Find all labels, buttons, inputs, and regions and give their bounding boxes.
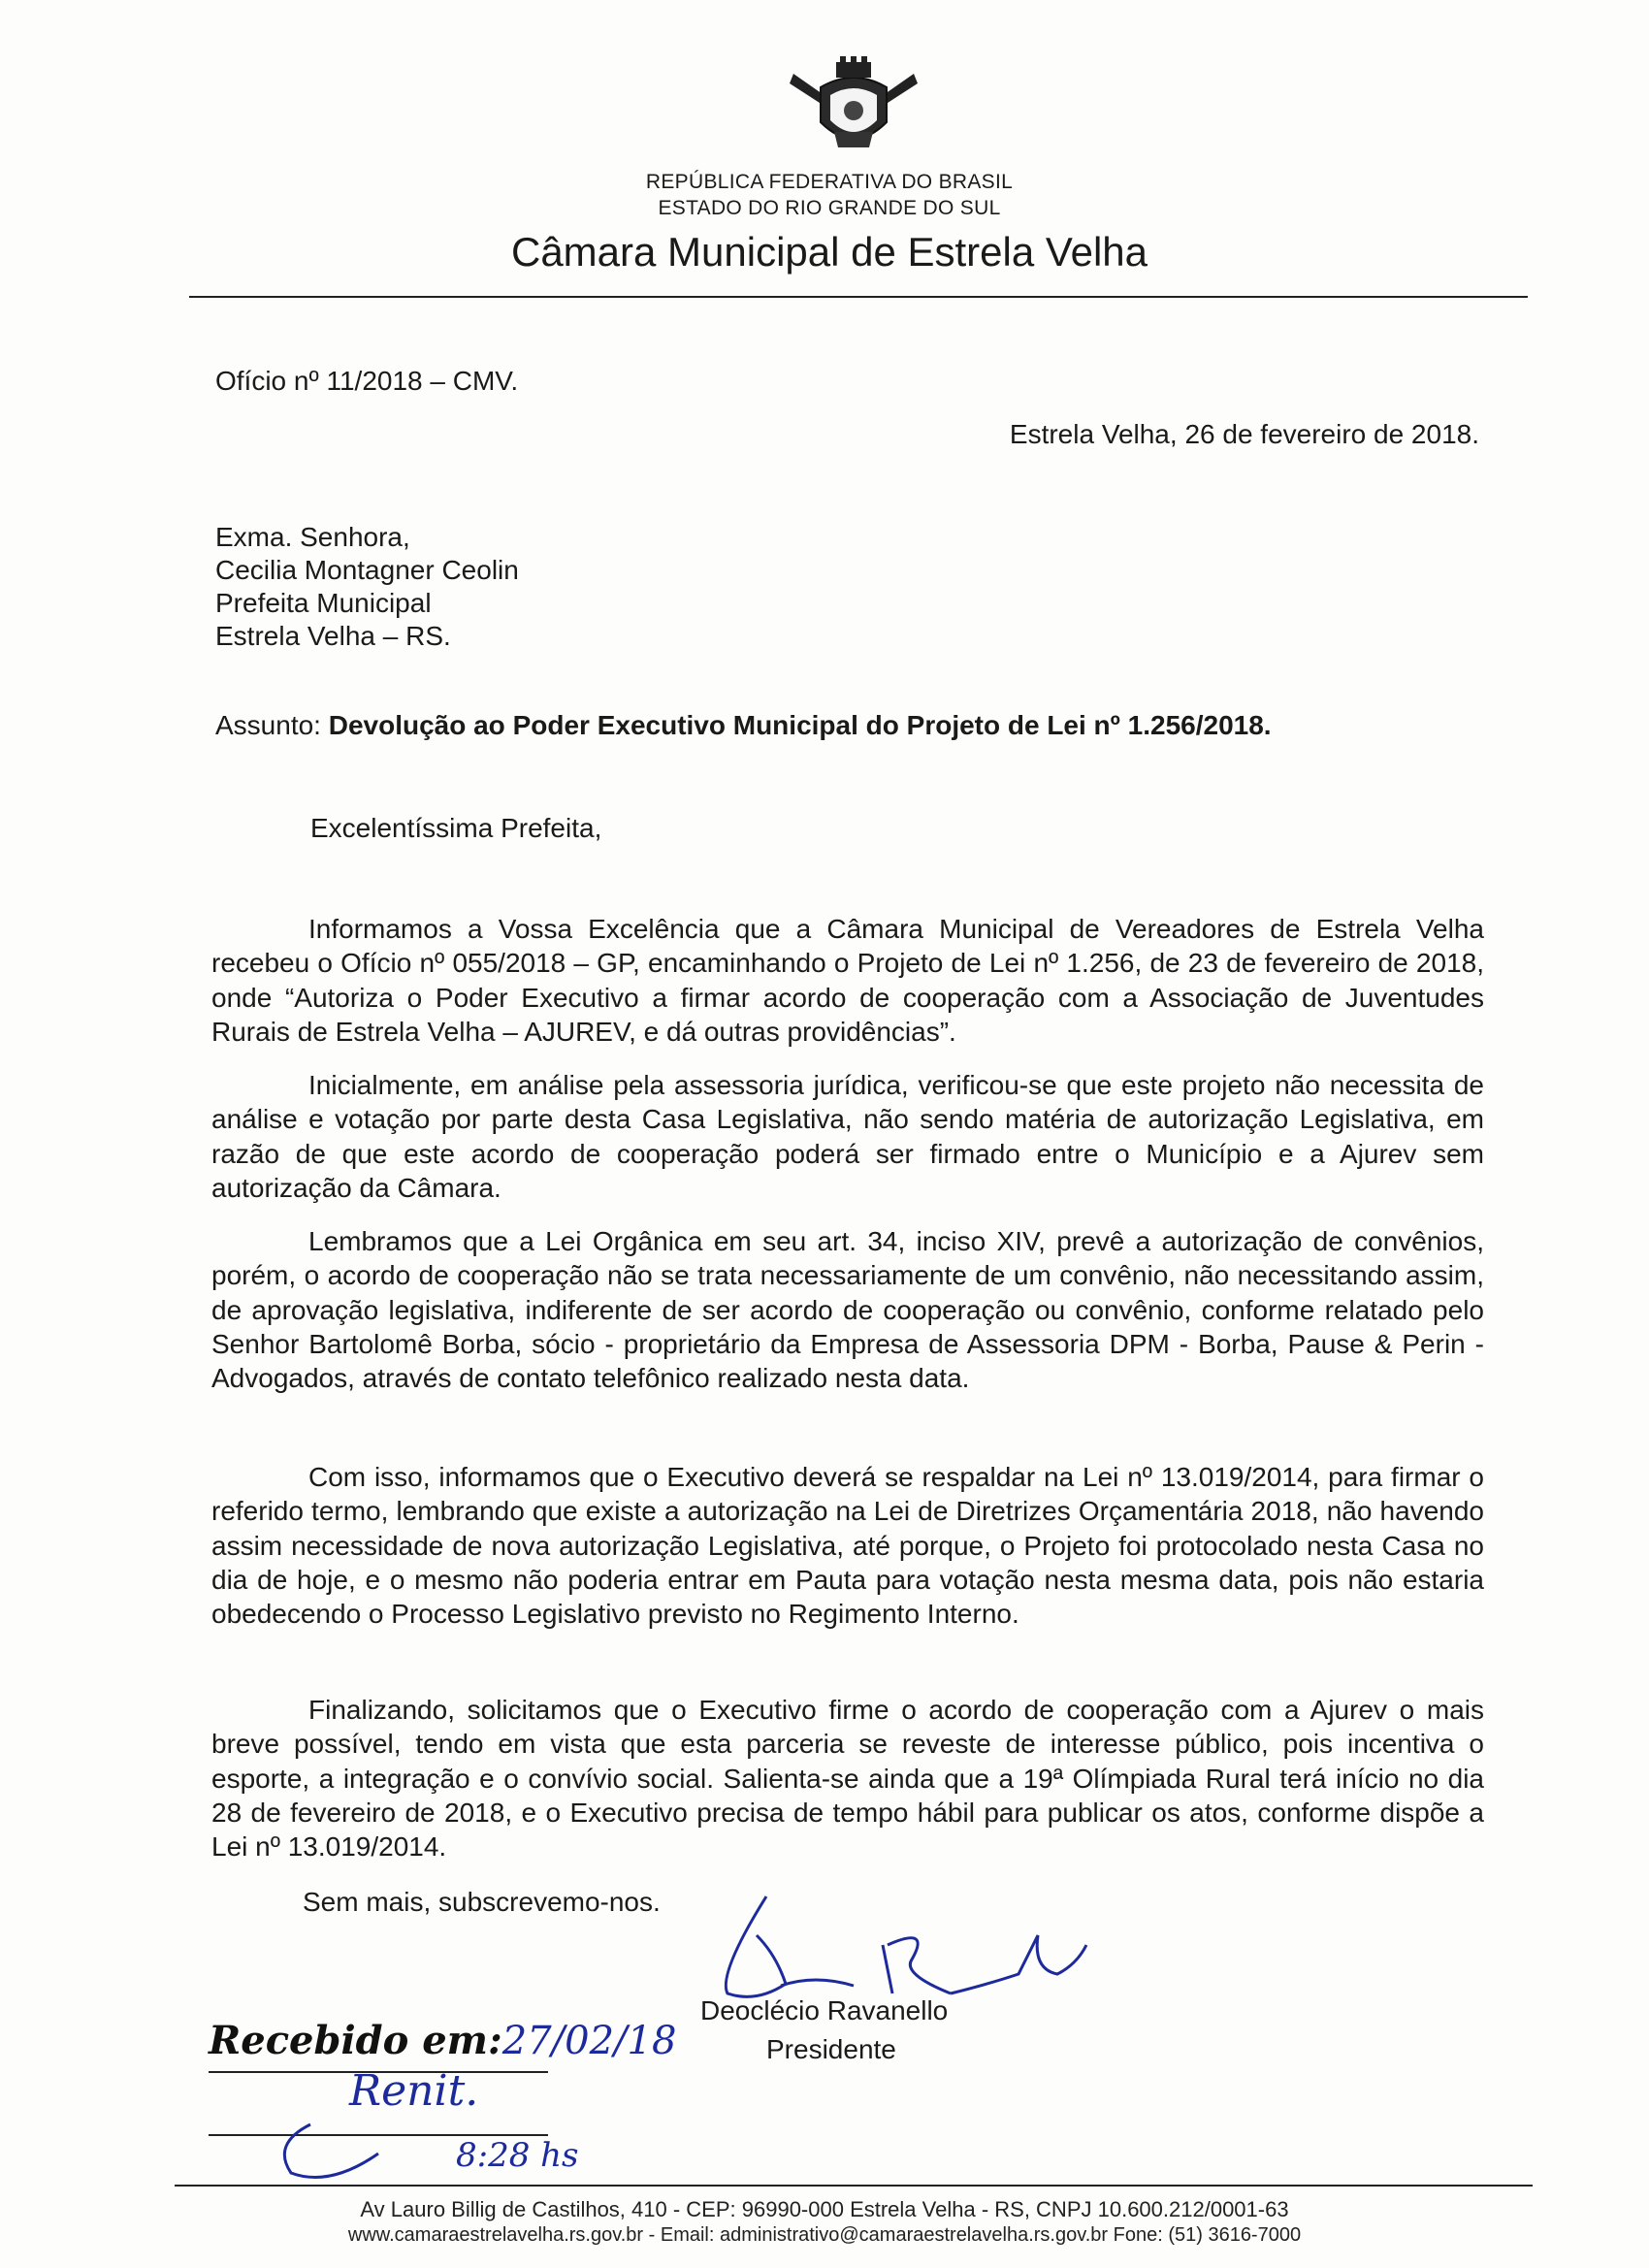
- subject-label: Assunto:: [215, 710, 321, 740]
- place-date: Estrela Velha, 26 de fevereiro de 2018.: [1009, 419, 1479, 449]
- closing-line: Sem mais, subscrevemo-nos.: [303, 1887, 661, 1917]
- receipt-signature: Renit.: [349, 2066, 479, 2116]
- subject-line: [215, 708, 1272, 743]
- header-divider: [189, 296, 1528, 298]
- body-paragraph: Lembramos que a Lei Orgânica em seu art. 34, inciso XIV, prevê a autorização de convênios, porém, o acordo de cooperação não se trata necessariamente de um convênio, não necessitando assim, de aprovação legislativa, indiferente de ser acordo de cooperação ou convênio, conforme relatado pelo Senhor Bartolomê Borba, sócio - proprietário da Empresa de Assessoria DPM - Borba, Pause & Perin - Advogados, através de contato telefônico realizado nesta data.: [211, 1226, 1484, 1394]
- recipient-line: Exma. Senhora,: [215, 522, 410, 552]
- recipient-line: Cecilia Montagner Ceolin: [215, 555, 519, 585]
- header-state: ESTADO DO RIO GRANDE DO SUL: [658, 197, 1001, 219]
- footer-divider: [175, 2185, 1533, 2187]
- body-paragraph: Informamos a Vossa Excelência que a Câmara Municipal de Vereadores de Estrela Velha recebeu o Ofício nº 055/2018 – GP, encaminhando o Projeto de Lei nº 1.256, de 23 de fevereiro de 2018, onde “Autoriza o Poder Executivo a firmar acordo de cooperação com a Associação de Juventudes Rurais de Estrela Velha – AJUREV, e dá outras providências”.: [211, 914, 1484, 1047]
- salutation: Excelentíssima Prefeita,: [310, 813, 602, 843]
- recipient-line: Estrela Velha – RS.: [215, 621, 451, 651]
- footer-address: Av Lauro Billig de Castilhos, 410 - CEP: 96990-000 Estrela Velha - RS, CNPJ 10.600.212/0001-63: [360, 2197, 1289, 2221]
- office-reference: Ofício nº 11/2018 – CMV.: [215, 366, 519, 396]
- body-paragraph: Com isso, informamos que o Executivo deverá se respaldar na Lei nº 13.019/2014, para firmar o referido termo, lembrando que existe a autorização na Lei de Diretrizes Orçamentária 2018, não havendo assim necessidade de nova autorização Legislativa, até porque, o Projeto foi protocolado nesta Casa no dia de hoje, e o mesmo não poderia entrar em Pauta para votação nesta mesma data, pois não estaria obedecendo o Processo Legislativo previsto no Regimento Interno.: [211, 1462, 1484, 1630]
- footer-contact: www.camaraestrelavelha.rs.gov.br - Email: administrativo@camaraestrelavelha.rs.gov.br Fone: (51) 3616-7000: [347, 2224, 1302, 2246]
- receipt-label: Recebido em:: [209, 2018, 502, 2063]
- header-republic: REPÚBLICA FEDERATIVA DO BRASIL: [645, 171, 1014, 193]
- recipient-line: Prefeita Municipal: [215, 588, 432, 618]
- body-paragraph: Finalizando, solicitamos que o Executivo firme o acordo de cooperação com a Ajurev o mais breve possível, tendo em vista que esta parceria se reveste de interesse público, pois incentiva o esporte, a integração e o convívio social. Salienta-se ainda que a 19ª Olímpiada Rural terá início no dia 28 de fevereiro de 2018, e o Executivo precisa de tempo hábil para publicar os atos, conforme dispõe a Lei nº 13.019/2014.: [211, 1695, 1484, 1863]
- institution-title: Câmara Municipal de Estrela Velha: [510, 229, 1148, 275]
- receipt-date: 27/02/18: [501, 2019, 677, 2063]
- president-signature: [698, 1877, 1106, 2013]
- body-paragraph: Inicialmente, em análise pela assessoria jurídica, verificou-se que este projeto não necessita de análise e votação por parte desta Casa Legislativa, não sendo matéria de autorização Legislativa, em razão de que este acordo de cooperação poderá ser firmado entre o Município e a Ajurev sem autorização da Câmara.: [211, 1070, 1484, 1203]
- receipt-loop-mark: [272, 2115, 388, 2192]
- subject-text: Devolução ao Poder Executivo Municipal do Projeto de Lei nº 1.256/2018.: [328, 710, 1272, 740]
- signer-name: Deoclécio Ravanello: [700, 1995, 949, 2025]
- receipt-stamp: [209, 2018, 676, 2063]
- signer-title: Presidente: [766, 2034, 896, 2064]
- coat-of-arms-logo: [786, 54, 922, 163]
- receipt-time: 8:28 hs: [456, 2136, 579, 2175]
